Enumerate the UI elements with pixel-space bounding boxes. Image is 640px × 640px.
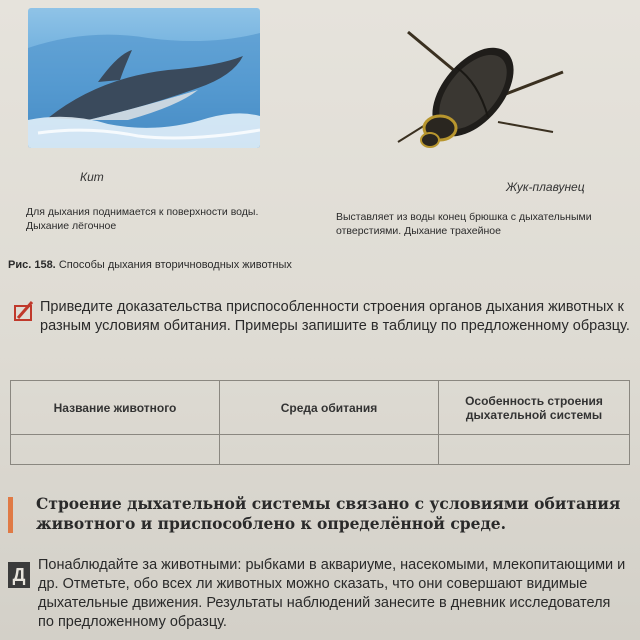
beetle-illustration	[378, 22, 578, 172]
beetle-caption-text: Выставляет из воды конец брюшка с дыхательными отверстиями. Дыхание трахейное	[336, 211, 592, 237]
observation-icon: Д	[8, 562, 30, 588]
table-header-animal: Название животного	[11, 381, 220, 435]
pencil-notebook-icon	[14, 300, 34, 322]
table-cell	[220, 435, 439, 465]
table-cell	[439, 435, 630, 465]
table-header-row	[11, 381, 630, 435]
whale-caption-name: Кит	[80, 170, 104, 184]
observation-text: Понаблюдайте за животными: рыбками в аквариуме, насекомыми, млекопитающими и др. Отметьте, обо всех ли животных можно сказать, что они совершают видимые дыхательные движения. Результаты наблюдений занесите в дневник исследователя по предложенному образцу.	[38, 557, 626, 630]
table-header-respiratory: Особенность строения дыхательной системы	[439, 381, 630, 435]
figure-caption-text: Способы дыхания вторичноводных животных	[58, 259, 292, 271]
figure-caption-label: Рис. 158.	[8, 259, 56, 271]
accent-bar	[8, 497, 13, 533]
table-cell	[11, 435, 220, 465]
example-table	[10, 380, 630, 465]
table-row	[11, 435, 630, 465]
whale-caption-text: Для дыхания поднимается к поверхности воды. Дыхание лёгочное	[26, 206, 259, 232]
task-text: Приведите доказательства приспособленности строения органов дыхания животных к разным условиям обитания. Примеры запишите в таблицу по предложенному образцу.	[40, 299, 630, 334]
figure-caption	[8, 259, 292, 271]
whale-illustration	[28, 8, 260, 148]
rule-text: Строение дыхательной системы связано с условиями обитания животного и приспособлено к определённой среде.	[36, 494, 621, 533]
table-header-habitat: Среда обитания	[220, 381, 439, 435]
beetle-caption-name: Жук-плавунец	[506, 180, 585, 194]
